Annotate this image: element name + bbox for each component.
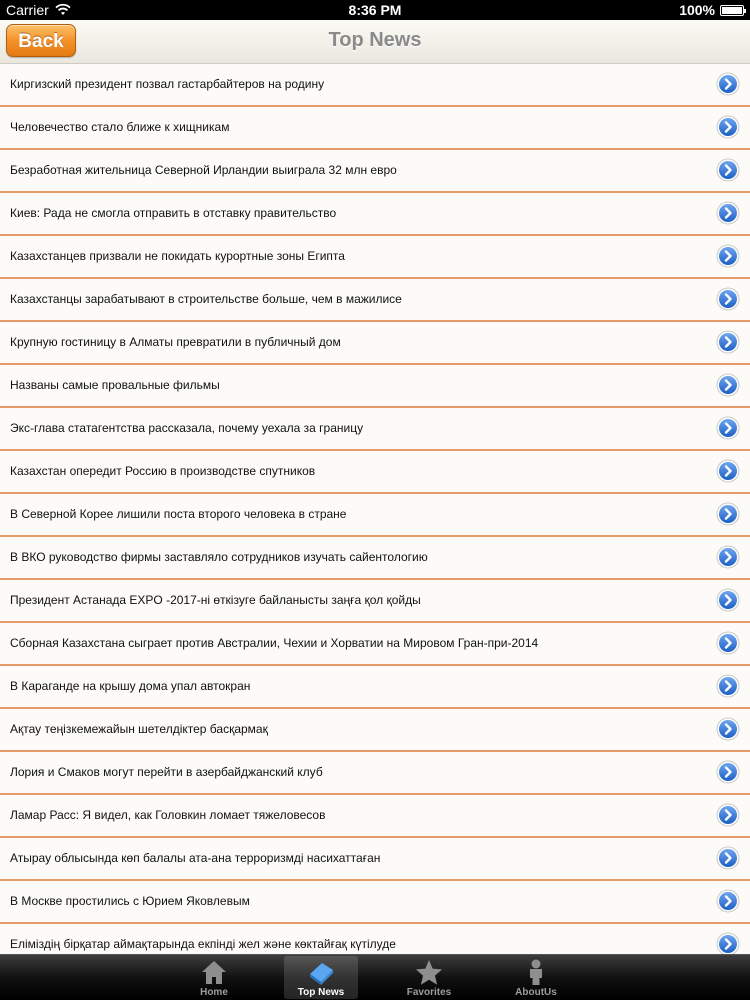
disclosure-arrow-icon[interactable] — [716, 72, 740, 96]
tab-top-news[interactable] — [284, 956, 358, 999]
news-title: Ламар Расс: Я видел, как Головкин ломает тяжеловесов — [10, 808, 326, 822]
news-title: Атырау облысында көп балалы ата-ана терроризмді насихаттаған — [10, 851, 381, 865]
status-time: 8:36 PM — [348, 2, 402, 18]
disclosure-arrow-icon[interactable] — [716, 115, 740, 139]
star-icon — [414, 958, 444, 986]
disclosure-arrow-icon[interactable] — [716, 760, 740, 784]
disclosure-arrow-icon[interactable] — [716, 287, 740, 311]
battery-icon — [720, 5, 744, 16]
disclosure-arrow-icon[interactable] — [716, 459, 740, 483]
disclosure-arrow-icon[interactable] — [716, 158, 740, 182]
tab-favorites[interactable] — [392, 956, 466, 999]
news-title: В Москве простились с Юрием Яковлевым — [10, 894, 250, 908]
disclosure-arrow-icon[interactable] — [716, 717, 740, 741]
tab-label: AboutUs — [515, 987, 557, 998]
news-item[interactable] — [0, 838, 750, 881]
news-title: Лория и Смаков могут перейти в азербайджанский клуб — [10, 765, 323, 779]
news-item[interactable] — [0, 64, 750, 107]
news-title: Еліміздің бірқатар аймақтарында екпінді жел және көктайғақ күтілуде — [10, 937, 396, 951]
back-button[interactable]: Back — [6, 24, 76, 57]
news-item[interactable] — [0, 365, 750, 408]
news-item[interactable] — [0, 881, 750, 924]
news-title: Президент Астанада EXPO -2017-ні өткізуге байланысты заңға қол қойды — [10, 593, 421, 607]
disclosure-arrow-icon[interactable] — [716, 588, 740, 612]
news-title: В Северной Корее лишили поста второго человека в стране — [10, 507, 347, 521]
news-item[interactable] — [0, 193, 750, 236]
news-title: Киргизский президент позвал гастарбайтеров на родину — [10, 77, 325, 91]
carrier-label: Carrier — [6, 2, 49, 18]
news-icon — [306, 958, 336, 986]
disclosure-arrow-icon[interactable] — [716, 803, 740, 827]
disclosure-arrow-icon[interactable] — [716, 330, 740, 354]
news-title: Сборная Казахстана сыграет против Австралии, Чехии и Хорватии на Мировом Гран-при-2014 — [10, 636, 539, 650]
news-item[interactable] — [0, 537, 750, 580]
news-item[interactable] — [0, 752, 750, 795]
news-title: Экс-глава статагентства рассказала, почему уехала за границу — [10, 421, 364, 435]
tab-label: Favorites — [406, 987, 452, 998]
disclosure-arrow-icon[interactable] — [716, 846, 740, 870]
disclosure-arrow-icon[interactable] — [716, 631, 740, 655]
news-title: Безработная жительница Северной Ирландии выиграла 32 млн евро — [10, 163, 397, 177]
news-title: Казахстанцев призвали не покидать курортные зоны Египта — [10, 249, 345, 263]
disclosure-arrow-icon[interactable] — [716, 373, 740, 397]
navigation-bar — [0, 20, 750, 64]
news-item[interactable] — [0, 150, 750, 193]
news-item[interactable] — [0, 580, 750, 623]
news-item[interactable] — [0, 236, 750, 279]
news-item[interactable] — [0, 666, 750, 709]
news-title: В ВКО руководство фирмы заставляло сотрудников изучать сайентологию — [10, 550, 428, 564]
news-item[interactable] — [0, 107, 750, 150]
disclosure-arrow-icon[interactable] — [716, 674, 740, 698]
news-item[interactable] — [0, 709, 750, 752]
news-item[interactable] — [0, 451, 750, 494]
disclosure-arrow-icon[interactable] — [716, 889, 740, 913]
status-bar — [0, 0, 750, 20]
disclosure-arrow-icon[interactable] — [716, 502, 740, 526]
person-icon — [521, 958, 551, 986]
news-item[interactable] — [0, 279, 750, 322]
disclosure-arrow-icon[interactable] — [716, 244, 740, 268]
tab-bar — [0, 954, 750, 1000]
news-item[interactable] — [0, 322, 750, 365]
status-right — [679, 2, 744, 18]
battery-percent: 100% — [679, 2, 715, 18]
tab-aboutus[interactable] — [499, 956, 573, 999]
page-title: Top News — [328, 29, 422, 51]
news-title: Крупную гостиницу в Алматы превратили в публичный дом — [10, 335, 341, 349]
news-list[interactable] — [0, 64, 750, 954]
disclosure-arrow-icon[interactable] — [716, 201, 740, 225]
news-item[interactable] — [0, 795, 750, 838]
tab-label: Top News — [297, 987, 345, 998]
news-title: Человечество стало ближе к хищникам — [10, 120, 230, 134]
disclosure-arrow-icon[interactable] — [716, 932, 740, 954]
news-item[interactable] — [0, 924, 750, 954]
disclosure-arrow-icon[interactable] — [716, 416, 740, 440]
news-title: Казахстан опередит Россию в производстве спутников — [10, 464, 316, 478]
news-item[interactable] — [0, 494, 750, 537]
disclosure-arrow-icon[interactable] — [716, 545, 740, 569]
tab-label: Home — [200, 987, 228, 998]
news-title: В Караганде на крышу дома упал автокран — [10, 679, 251, 693]
news-title: Названы самые провальные фильмы — [10, 378, 220, 392]
news-item[interactable] — [0, 408, 750, 451]
home-icon — [199, 958, 229, 986]
news-title: Ақтау теңізкемежайын шетелдіктер басқармақ — [10, 722, 268, 736]
news-item[interactable] — [0, 623, 750, 666]
news-title: Казахстанцы зарабатывают в строительстве больше, чем в мажилисе — [10, 292, 402, 306]
tab-home[interactable] — [177, 956, 251, 999]
news-title: Киев: Рада не смогла отправить в отставку правительство — [10, 206, 337, 220]
